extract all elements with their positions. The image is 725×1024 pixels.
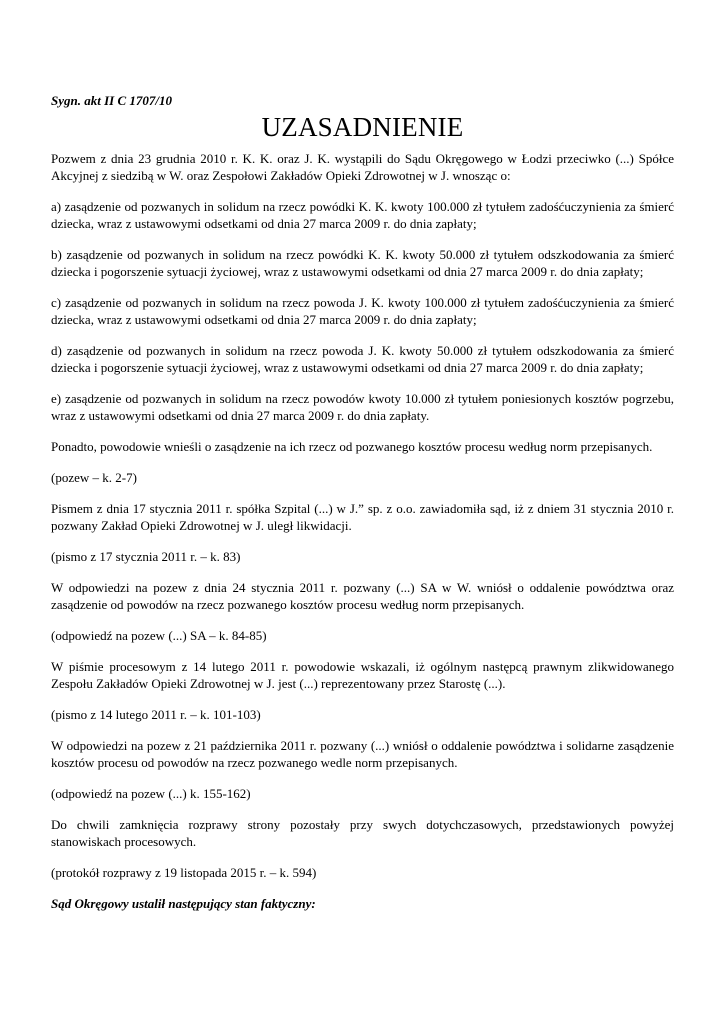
reference-response-sa: (odpowiedź na pozew (...) SA – k. 84-85) — [51, 628, 267, 643]
reference-pismo-jan: (pismo z 17 stycznia 2011 r. – k. 83) — [51, 549, 241, 564]
reference-response-oct: (odpowiedź na pozew (...) k. 155-162) — [51, 786, 251, 801]
case-signature: Sygn. akt II C 1707/10 — [51, 93, 172, 108]
document-body — [51, 150, 674, 912]
paragraph-claim-c: c) zasądzenie od pozwanych in solidum na rzecz powoda J. K. kwoty 100.000 zł tytułem zadośćuczynienia za śmierć dziecka, wraz z ustawowymi odsetkami od dnia 27 marca 2009 r. do dnia zapłaty; — [51, 295, 674, 327]
paragraph-response-oct: W odpowiedzi na pozew z 21 października 2011 r. pozwany (...) wniósł o oddalenie powództwa i solidarne zasądzenie kosztów procesu od powodów na rzecz pozwanego wedle norm przepisanych. — [51, 738, 674, 770]
paragraph-successor: W piśmie procesowym z 14 lutego 2011 r. powodowie wskazali, iż ogólnym następcą prawnym zlikwidowanego Zespołu Zakładów Opieki Zdrowotnej w J. jest (...) reprezentowany przez Starostę (...). — [51, 659, 674, 691]
paragraph-claim-e: e) zasądzenie od pozwanych in solidum na rzecz powodów kwoty 10.000 zł tytułem poniesionych kosztów pogrzebu, wraz z ustawowymi odsetkami od dnia 27 marca 2009 r. do dnia zapłaty. — [51, 391, 674, 423]
paragraph-claim-b: b) zasądzenie od pozwanych in solidum na rzecz powódki K. K. kwoty 50.000 zł tytułem odszkodowania za śmierć dziecka i pogorszenie sytuacji życiowej, wraz z ustawowymi odsetkami od dnia 27 marca 2009 r. do dnia zapłaty; — [51, 247, 674, 279]
paragraph-intro: Pozwem z dnia 23 grudnia 2010 r. K. K. oraz J. K. wystąpili do Sądu Okręgowego w Łodzi przeciwko (...) Spółce Akcyjnej z siedzibą w W. oraz Zespołowi Zakładów Opieki Zdrowotnej w J. wnosząc o: — [51, 151, 674, 183]
reference-pozew: (pozew – k. 2-7) — [51, 470, 137, 485]
paragraph-liquidation: Pismem z dnia 17 stycznia 2011 r. spółka Szpital (...) w J.” sp. z o.o. zawiadomiła sąd, iż z dniem 31 stycznia 2010 r. pozwany Zakład Opieki Zdrowotnej w J. uległ likwidacji. — [51, 501, 674, 533]
paragraph-costs: Ponadto, powodowie wnieśli o zasądzenie na ich rzecz od pozwanego kosztów procesu według norm przepisanych. — [51, 439, 653, 454]
reference-protocol: (protokół rozprawy z 19 listopada 2015 r. – k. 594) — [51, 865, 317, 880]
document-title: UZASADNIENIE — [261, 112, 464, 142]
facts-heading: Sąd Okręgowy ustalił następujący stan faktyczny: — [51, 896, 316, 911]
paragraph-closing: Do chwili zamknięcia rozprawy strony pozostały przy swych dotychczasowych, przedstawionych powyżej stanowiskach procesowych. — [51, 817, 674, 849]
paragraph-claim-d: d) zasądzenie od pozwanych in solidum na rzecz powoda J. K. kwoty 50.000 zł tytułem odszkodowania za śmierć dziecka i pogorszenie sytuacji życiowej, wraz z ustawowymi odsetkami od dnia 27 marca 2009 r. do dnia zapłaty; — [51, 343, 674, 375]
paragraph-claim-a: a) zasądzenie od pozwanych in solidum na rzecz powódki K. K. kwoty 100.000 zł tytułem zadośćuczynienia za śmierć dziecka, wraz z ustawowymi odsetkami od dnia 27 marca 2009 r. do dnia zapłaty; — [51, 199, 674, 231]
reference-pismo-feb: (pismo z 14 lutego 2011 r. – k. 101-103) — [51, 707, 261, 722]
paragraph-response-sa: W odpowiedzi na pozew z dnia 24 stycznia 2011 r. pozwany (...) SA w W. wniósł o oddalenie powództwa oraz zasądzenie od powodów na rzecz pozwanego kosztów procesu według norm przepisanych. — [51, 580, 674, 612]
